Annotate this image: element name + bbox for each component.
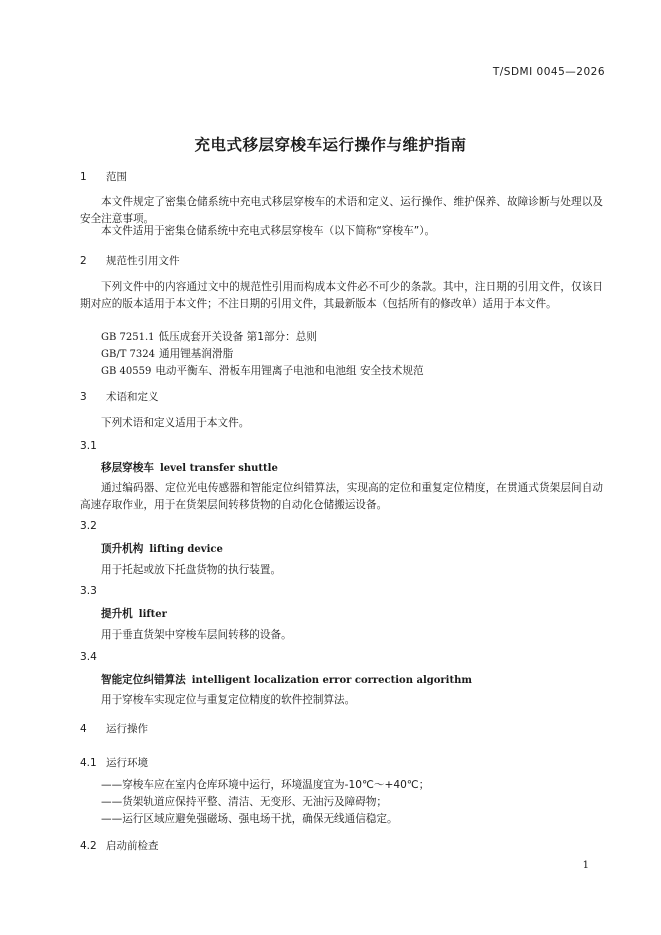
section-2-heading [80, 253, 180, 268]
term-number: 3.4 [80, 651, 97, 663]
terms-intro: 下列术语和定义适用于本文件。 [101, 417, 250, 429]
reference-code: GB 7251.1 [101, 332, 155, 343]
term-number: 3.1 [80, 440, 97, 452]
term-zh: 智能定位纠错算法 [101, 674, 186, 686]
term-definition: 通过编码器、定位光电传感器和智能定位纠错算法，实现高的定位和重复定位精度，在贯通式货架层间自动高速存取作业，用于在货架层间转移货物的自动化仓储搬运设备。 [80, 482, 603, 511]
term-number: 3.2 [80, 520, 97, 532]
subsection-title: 运行环境 [106, 757, 148, 769]
reference-item [101, 329, 317, 344]
term-heading [101, 460, 278, 475]
section-number: 4 [80, 723, 87, 735]
term-en: lifter [138, 609, 167, 620]
section-number: 2 [80, 255, 87, 267]
term-definition: 用于托起或放下托盘货物的执行装置。 [101, 564, 282, 576]
term-heading [101, 541, 223, 556]
normative-references-paragraph: 下列文件中的内容通过文中的规范性引用而构成本文件必不可少的条款。其中，注日期的引用文件，仅该日期对应的版本适用于本文件；不注日期的引用文件，其最新版本（包括所有的修改单）适用于本文件。 [80, 281, 603, 310]
document-title: 充电式移层穿梭车运行操作与维护指南 [194, 136, 467, 154]
section-title: 范围 [106, 171, 127, 183]
scope-paragraph-1: 本文件规定了密集仓储系统中充电式移层穿梭车的术语和定义、运行操作、维护保养、故障诊断与处理以及安全注意事项。 [80, 196, 603, 225]
term-heading [101, 672, 472, 687]
reference-item [101, 363, 424, 378]
subsection-number: 4.1 [80, 757, 97, 769]
subsection-4-1-heading [80, 755, 148, 770]
scope-paragraph-2: 本文件适用于密集仓储系统中充电式移层穿梭车（以下简称“穿梭车”）。 [101, 225, 436, 237]
list-item: ——穿梭车应在室内仓库环境中运行，环境温度宜为-10℃～+40℃； [101, 779, 430, 791]
page-number: 1 [582, 860, 589, 871]
list-item: ——运行区域应避免强磁场、强电场干扰，确保无线通信稳定。 [101, 813, 398, 825]
document-number: T/SDMI 0045—2026 [492, 66, 605, 78]
reference-name: 低压成套开关设备 第1部分：总则 [158, 331, 317, 343]
term-zh: 移层穿梭车 [101, 462, 154, 474]
section-3-heading [80, 389, 159, 404]
term-definition: 用于垂直货架中穿梭车层间转移的设备。 [101, 629, 292, 641]
subsection-number: 4.2 [80, 840, 97, 852]
term-zh: 提升机 [101, 608, 133, 620]
list-item: ——货架轨道应保持平整、清洁、无变形、无油污及障碍物； [101, 796, 388, 808]
section-title: 规范性引用文件 [106, 255, 180, 267]
section-title: 术语和定义 [106, 391, 159, 403]
reference-name: 电动平衡车、滑板车用锂离子电池和电池组 安全技术规范 [155, 365, 424, 377]
term-en: intelligent localization error correction algorithm [191, 675, 472, 686]
term-heading [101, 606, 167, 621]
term-definition: 用于穿梭车实现定位与重复定位精度的软件控制算法。 [101, 694, 356, 706]
section-number: 3 [80, 391, 87, 403]
term-en: level transfer shuttle [159, 463, 278, 474]
section-number: 1 [80, 171, 87, 183]
term-en: lifting device [149, 544, 223, 555]
section-1-heading [80, 169, 127, 184]
section-title: 运行操作 [106, 723, 148, 735]
term-zh: 顶升机构 [101, 543, 144, 555]
reference-code: GB 40559 [101, 366, 152, 377]
reference-name: 通用锂基润滑脂 [159, 348, 234, 360]
term-number: 3.3 [80, 585, 97, 597]
reference-item [101, 346, 233, 361]
reference-code: GB/T 7324 [101, 349, 156, 360]
subsection-title: 启动前检查 [106, 840, 159, 852]
section-4-heading [80, 721, 148, 736]
subsection-4-2-heading [80, 838, 159, 853]
